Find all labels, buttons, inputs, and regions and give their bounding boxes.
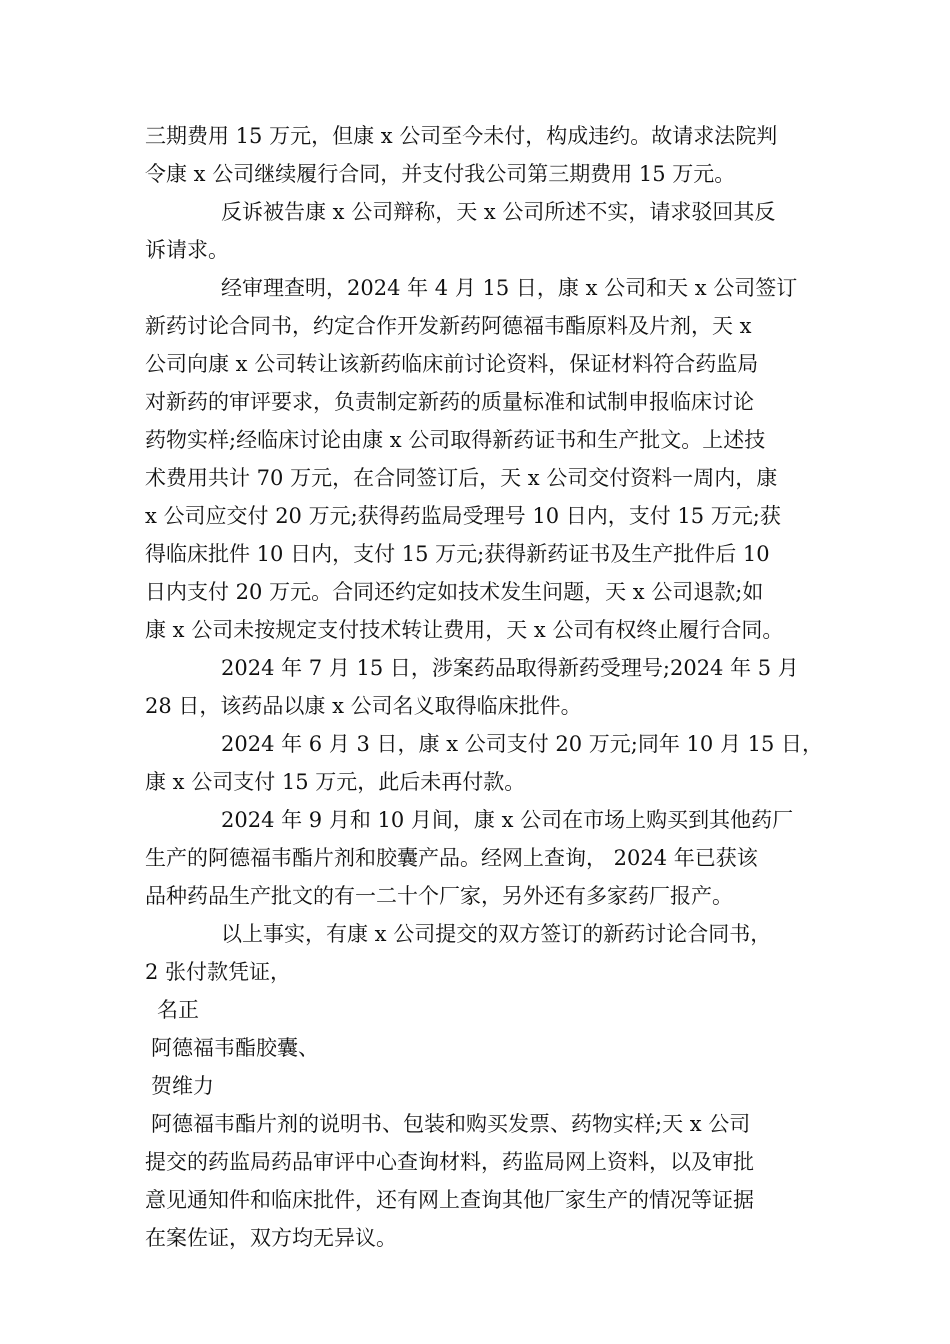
text-line: 公司向康 x 公司转让该新药临床前讨论资料，保证材料符合药监局 [145,352,759,376]
text-line: 提交的药监局药品审评中心查询材料，药监局网上资料，以及审批 [145,1150,754,1174]
text-line: x 公司应交付 20 万元;获得药监局受理号 10 日内，支付 15 万元;获 [145,504,781,528]
text-line: 令康 x 公司继续履行合同，并支付我公司第三期费用 15 万元。 [145,162,736,186]
text-line: 2024 年 9 月和 10 月间，康 x 公司在市场上购买到其他药厂 [221,808,794,832]
text-line: 意见通知件和临床批件，还有网上查询其他厂家生产的情况等证据 [145,1188,754,1212]
text-line: 在案佐证，双方均无异议。 [145,1226,397,1250]
text-line: 术费用共计 70 万元，在合同签订后，天 x 公司交付资料一周内，康 [145,466,778,490]
text-line: 阿德福韦酯片剂的说明书、包装和购买发票、药物实样;天 x 公司 [151,1112,751,1136]
text-line: 28 日，该药品以康 x 公司名义取得临床批件。 [145,694,582,718]
text-line: 品种药品生产批文的有一二十个厂家，另外还有多家药厂报产。 [145,884,733,908]
text-line: 药物实样;经临床讨论由康 x 公司取得新药证书和生产批文。上述技 [145,428,766,452]
text-line: 康 x 公司支付 15 万元，此后未再付款。 [145,770,526,794]
text-line: 2 张付款凭证， [145,960,292,984]
document-body [145,117,824,1257]
text-line: 以上事实，有康 x 公司提交的双方签订的新药讨论合同书， [221,922,772,946]
text-line: 2024 年 7 月 15 日，涉案药品取得新药受理号;2024 年 5 月 [221,656,799,680]
text-line: 反诉被告康 x 公司辩称，天 x 公司所述不实，请求驳回其反 [221,200,776,224]
text-line: 诉请求。 [145,238,229,262]
text-line: 得临床批件 10 日内，支付 15 万元;获得新药证书及生产批件后 10 [145,542,770,566]
text-line: 名正 [157,998,199,1022]
text-line: 新药讨论合同书，约定合作开发新药阿德福韦酯原料及片剂，天 x [145,314,752,338]
text-line: 阿德福韦酯胶囊、 [151,1036,319,1060]
text-line: 2024 年 6 月 3 日，康 x 公司支付 20 万元;同年 10 月 15 日， [221,732,824,756]
text-line: 日内支付 20 万元。合同还约定如技术发生问题，天 x 公司退款;如 [145,580,764,604]
text-line: 三期费用 15 万元，但康 x 公司至今未付，构成违约。故请求法院判 [145,124,778,148]
text-line: 生产的阿德福韦酯片剂和胶囊产品。经网上查询， 2024 年已获该 [145,846,758,870]
text-line: 康 x 公司未按规定支付技术转让费用，天 x 公司有权终止履行合同。 [145,618,784,642]
text-line: 对新药的审评要求，负责制定新药的质量标准和试制申报临床讨论 [145,390,754,414]
text-line: 贺维力 [151,1074,214,1098]
text-line: 经审理查明，2024 年 4 月 15 日，康 x 公司和天 x 公司签订 [221,276,798,300]
